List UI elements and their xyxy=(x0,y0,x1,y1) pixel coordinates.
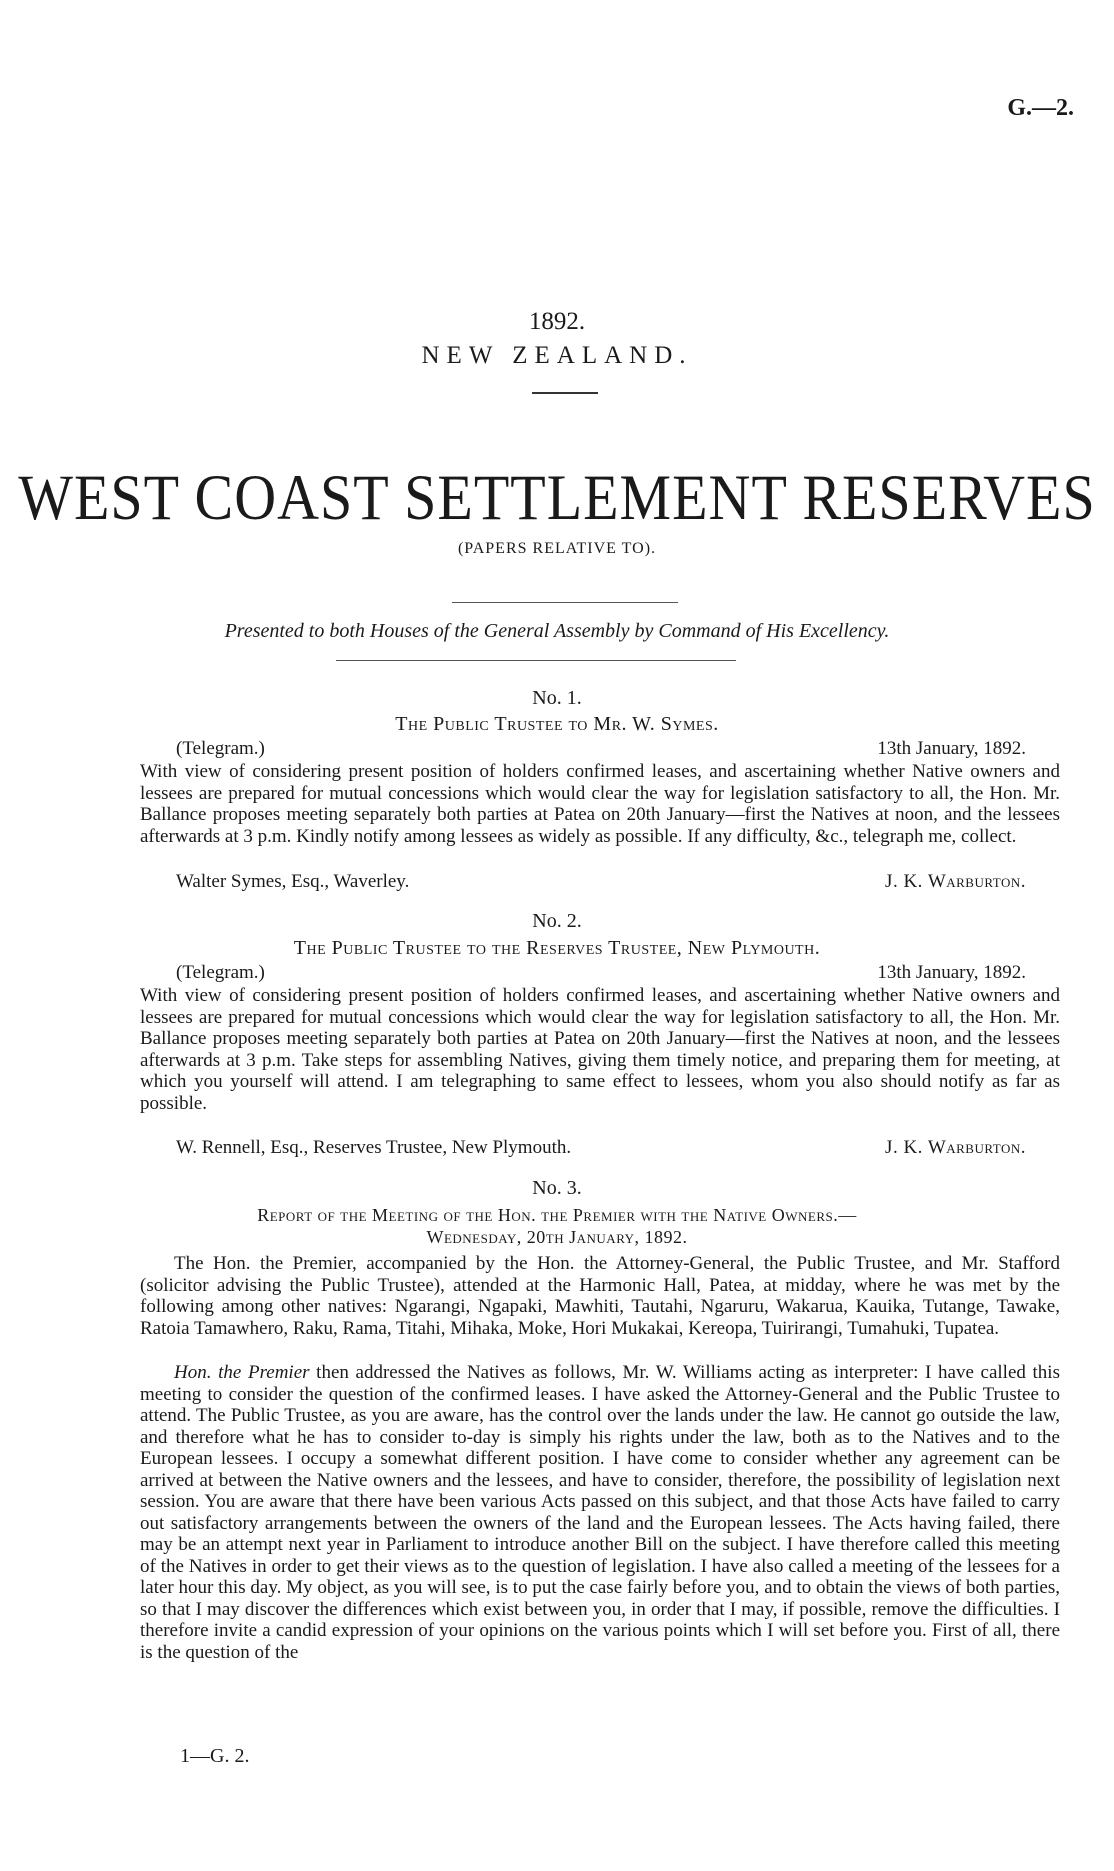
rule-above-presented xyxy=(452,602,678,603)
no1-addressee: Walter Symes, Esq., Waverley. xyxy=(176,871,410,892)
rule-below-presented xyxy=(336,660,736,661)
country: NEW ZEALAND. xyxy=(421,342,693,369)
document-subtitle: (PAPERS RELATIVE TO). xyxy=(457,540,657,557)
document-reference: G.—2. xyxy=(1007,95,1074,121)
no1-signature: J. K. Warburton. xyxy=(885,871,1026,892)
no2-number: No. 2. xyxy=(532,910,582,932)
signature-mark: 1—G. 2. xyxy=(180,1745,250,1767)
presented-line: Presented to both Houses of the General Assembly by Command of His Excellency. xyxy=(224,620,890,642)
no3-heading-line1: Report of the Meeting of the Hon. the Premier with the Native Owners.— xyxy=(257,1205,857,1225)
no1-body: With view of considering present position of holders confirmed leases, and ascertaining whether Native owners and lessees are prepared for mutual concessions which would clear the way for legislation satisfactory to all, the Hon. Mr. Ballance proposes meeting separately both parties at Patea on 20th January—first the Natives at noon, and the lessees afterwards at 3 p.m. Kindly notify among lessees as widely as possible. If any difficulty, &c., telegraph me, collect. xyxy=(140,761,1060,847)
no1-heading: The Public Trustee to Mr. W. Symes. xyxy=(395,713,719,735)
title-rule-short xyxy=(532,392,598,394)
document-title: WEST COAST SETTLEMENT RESERVES xyxy=(18,460,1096,534)
speaker-name: Hon. the Premier xyxy=(174,1362,310,1383)
no3-paragraph-2 xyxy=(140,1362,1060,1663)
no2-addressee: W. Rennell, Esq., Reserves Trustee, New Plymouth. xyxy=(176,1137,572,1158)
year: 1892. xyxy=(528,308,586,335)
no1-date: 13th January, 1892. xyxy=(877,738,1026,759)
no3-heading-line2: Wednesday, 20th January, 1892. xyxy=(426,1227,688,1247)
no3-number: No. 3. xyxy=(532,1177,582,1199)
no1-number: No. 1. xyxy=(532,687,582,709)
no2-date: 13th January, 1892. xyxy=(877,962,1026,983)
no3-paragraph-1: The Hon. the Premier, accompanied by the Hon. the Attorney-General, the Public Trustee, and Mr. Stafford (solicitor advising the Public Trustee), attended at the Harmonic Hall, Patea, at midday, where he was met by the following among other natives: Ngarangi, Ngapaki, Mawhiti, Tautahi, Ngaruru, Wakarua, Kauika, Tutange, Tawake, Ratoia Tamawhero, Raku, Rama, Titahi, Mihaka, Moke, Hori Mukakai, Kereopa, Tuirirangi, Tumahuki, Tupatea. xyxy=(140,1253,1060,1339)
no2-signature: J. K. Warburton. xyxy=(885,1137,1026,1158)
no2-telegram-label: (Telegram.) xyxy=(176,962,265,983)
no2-heading: The Public Trustee to the Reserves Trustee, New Plymouth. xyxy=(293,937,821,959)
no3-paragraph-2-text: then addressed the Natives as follows, Mr. W. Williams acting as interpreter: I have called this meeting to consider the question of the confirmed leases. I have asked the Attorney-General and the Public Trustee to attend. The Public Trustee, as you are aware, has the control over the lands under the law. He cannot go outside the law, and therefore what he has to consider to-day is simply his rights under the law, both as to the Natives and to the European lessees. I occupy a somewhat different position. I have come to consider whether any agreement can be arrived at between the Native owners and the lessees, and have to consider, therefore, the possibility of legislation next session. You are aware that there have been various Acts passed on this subject, and that those Acts have failed to carry out satisfactory arrangements between the owners of the land and the European lessees. The Acts having failed, there may be an attempt next year in Parliament to introduce another Bill on the subject. I have therefore called this meeting of the Natives in order to get their views as to the question of legislation. I have also called a meeting of the lessees for a later hour this day. My object, as you will see, is to put the case fairly before you, and to obtain the views of both parties, so that I may discover the differences which exist between you, in order that I may, if possible, remove the difficulties. I therefore invite a candid expression of your opinions on the various points which I will set before you. First of all, there is the question of the xyxy=(140,1362,1060,1663)
no2-body: With view of considering present position of holders confirmed leases, and ascertaining whether Native owners and lessees are prepared for mutual concessions which would clear the way for legislation satisfactory to all, the Hon. Mr. Ballance proposes meeting separately both parties at Patea on 20th January—first the Natives at noon, and the lessees afterwards at 3 p.m. Take steps for assembling Natives, giving them timely notice, and preparing them for meeting, at which you yourself will attend. I am telegraphing to same effect to lessees, whom you also should notify as far as possible. xyxy=(140,985,1060,1114)
no1-telegram-label: (Telegram.) xyxy=(176,738,265,759)
